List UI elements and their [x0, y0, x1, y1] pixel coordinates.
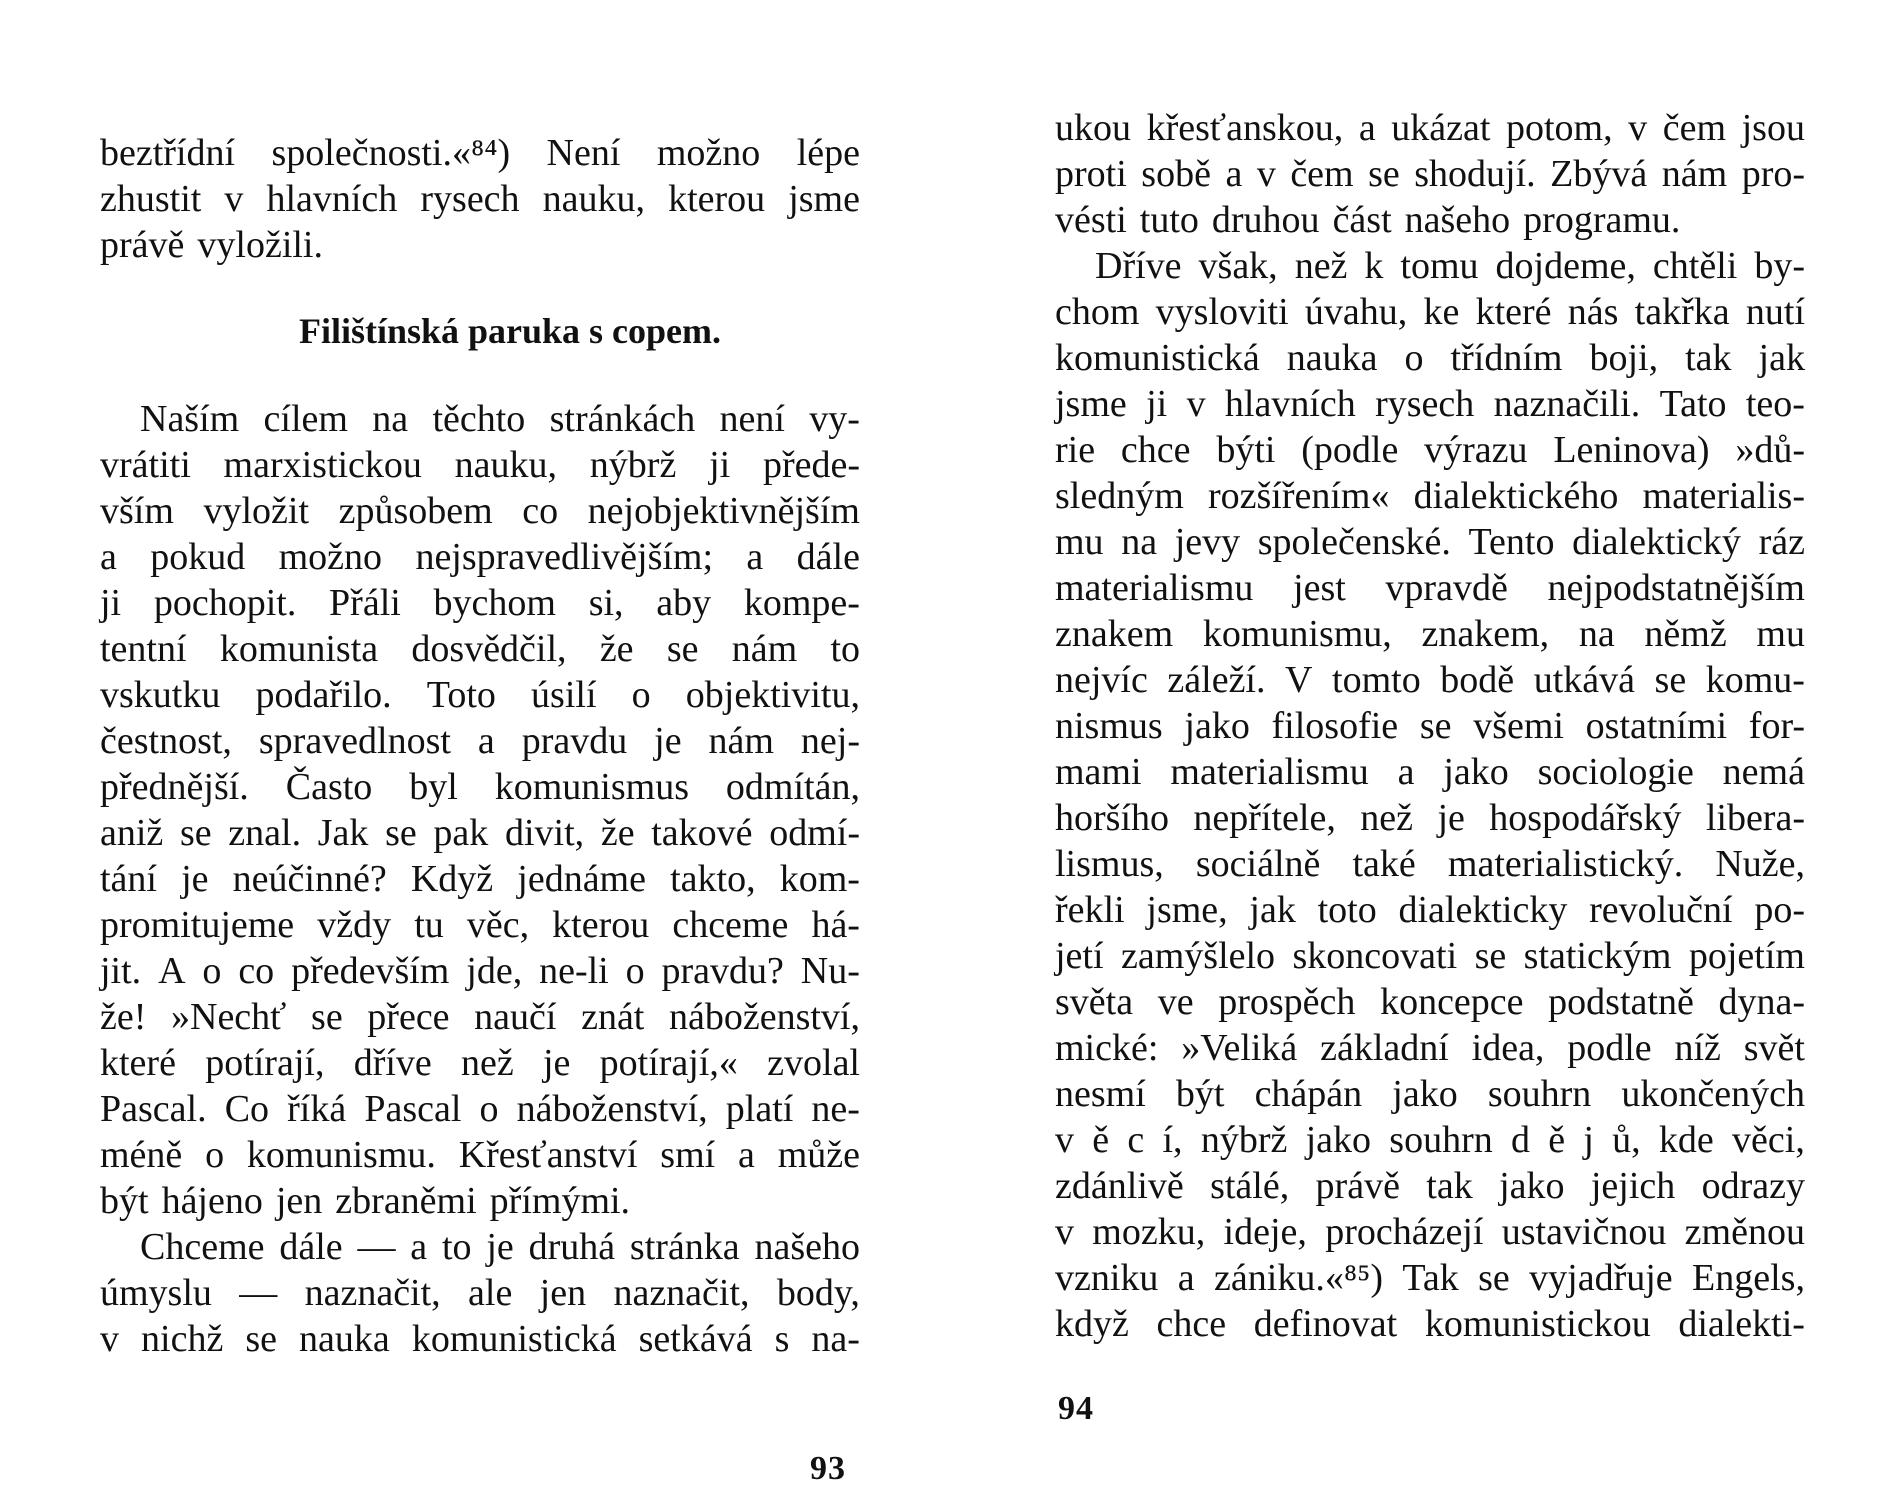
- paragraph-1: [1055, 105, 1805, 243]
- text-line: vésti tuto druhou část našeho programu.: [1055, 199, 1681, 241]
- text-line: rie chce býti (podle výrazu Leninova) »dů-: [1055, 429, 1805, 471]
- text-line: světa ve prospěch koncepce podstatně dyna-: [1055, 981, 1805, 1023]
- text-line: lismus, sociálně také materialistický. Nuže,: [1055, 843, 1805, 885]
- paragraph-intro-end: [100, 130, 860, 268]
- text-line: komunistická nauka o třídním boji, tak jak: [1055, 337, 1805, 379]
- text-line: méně o komunismu. Křesťanství smí a může: [100, 1134, 860, 1176]
- text-line: v ě c í, nýbrž jako souhrn d ě j ů, kde věci,: [1055, 1119, 1805, 1161]
- text-line: jetí zamýšlelo skoncovati se statickým pojetím: [1055, 935, 1805, 977]
- text-line: úmyslu — naznačit, ale jen naznačit, body,: [100, 1272, 860, 1314]
- text-line: Chceme dále — a to je druhá stránka našeho: [140, 1226, 860, 1268]
- text-line: v nichž se nauka komunistická setkává s na-: [100, 1318, 860, 1360]
- text-line: horšího nepřítele, než je hospodářský libera-: [1055, 797, 1805, 839]
- text-line: přednější. Často byl komunismus odmítán,: [100, 766, 860, 808]
- text-line: jit. A o co především jde, ne-li o pravdu? Nu-: [100, 950, 860, 992]
- text-line: vrátiti marxistickou nauku, nýbrž ji přede-: [100, 444, 860, 486]
- text-line: ukou křesťanskou, a ukázat potom, v čem jsou: [1055, 107, 1805, 149]
- text-line: jsme ji v hlavních rysech naznačili. Tato teo-: [1055, 383, 1805, 425]
- section-heading: Filištínská paruka s copem.: [298, 311, 722, 351]
- paragraph-1: [100, 396, 860, 1224]
- text-line: čestnost, spravedlnost a pravdu je nám nej-: [100, 720, 860, 762]
- text-line: že! »Nechť se přece naučí znát náboženství,: [100, 996, 860, 1038]
- text-line: vzniku a zániku.«⁸⁵) Tak se vyjadřuje Engels,: [1055, 1257, 1805, 1299]
- text-line: Dříve však, než k tomu dojdeme, chtěli by-: [1095, 245, 1805, 287]
- spacer: [100, 354, 860, 396]
- text-line: a pokud možno nejspravedlivějším; a dále: [100, 536, 860, 578]
- right-page: [1055, 105, 1805, 1347]
- text-line: řekli jsme, jak toto dialekticky revoluční po-: [1055, 889, 1805, 931]
- paragraph-2: [1055, 243, 1805, 1347]
- text-line: zdánlivě stálé, právě tak jako jejich odrazy: [1055, 1165, 1805, 1207]
- text-line: proti sobě a v čem se shodují. Zbývá nám pro-: [1055, 153, 1805, 195]
- text-line: které potírají, dříve než je potírají,« zvolal: [100, 1042, 860, 1084]
- text-line: chom vysloviti úvahu, ke které nás takřka nutí: [1055, 291, 1805, 333]
- text-line: zhustit v hlavních rysech nauku, kterou jsme: [100, 178, 860, 220]
- text-line: ji pochopit. Přáli bychom si, aby kompe-: [100, 582, 860, 624]
- text-line: Pascal. Co říká Pascal o náboženství, platí ne-: [100, 1088, 860, 1130]
- text-line: vším vyložit způsobem co nejobjektivnějším: [100, 490, 860, 532]
- text-line: v mozku, ideje, procházejí ustavičnou změnou: [1055, 1211, 1805, 1253]
- text-line: sledným rozšířením« dialektického materialis-: [1055, 475, 1805, 517]
- text-line: tentní komunista dosvědčil, že se nám to: [100, 628, 860, 670]
- page-number-left: 93: [810, 1450, 846, 1487]
- text-line: když chce definovat komunistickou dialekti-: [1055, 1303, 1805, 1345]
- text-line: právě vyložili.: [100, 224, 323, 266]
- text-line: promitujeme vždy tu věc, kterou chceme há-: [100, 904, 860, 946]
- left-page: [100, 130, 860, 1362]
- text-line: tání je neúčinné? Když jednáme takto, kom-: [100, 858, 860, 900]
- text-line: nismus jako filosofie se všemi ostatními for-: [1055, 705, 1805, 747]
- spacer: [100, 268, 860, 308]
- text-line: beztřídní společnosti.«⁸⁴) Není možno lépe: [100, 132, 860, 174]
- text-line: Naším cílem na těchto stránkách není vy-: [140, 398, 860, 440]
- text-line: nejvíc záleží. V tomto bodě utkává se komu-: [1055, 659, 1805, 701]
- paragraph-2: [100, 1224, 860, 1362]
- text-line: znakem komunismu, znakem, na němž mu: [1055, 613, 1805, 655]
- text-line: nesmí být chápán jako souhrn ukončených: [1055, 1073, 1805, 1115]
- text-line: mu na jevy společenské. Tento dialektický ráz: [1055, 521, 1805, 563]
- page-number-right: 94: [1058, 1390, 1094, 1427]
- text-line: být hájeno jen zbraněmi přímými.: [100, 1180, 631, 1222]
- text-line: vskutku podařilo. Toto úsilí o objektivitu,: [100, 674, 860, 716]
- text-line: mami materialismu a jako sociologie nemá: [1055, 751, 1805, 793]
- text-line: materialismu jest vpravdě nejpodstatnějším: [1055, 567, 1805, 609]
- text-line: mické: »Veliká základní idea, podle níž svět: [1055, 1027, 1805, 1069]
- text-line: aniž se znal. Jak se pak divit, že takové odmí-: [100, 812, 860, 854]
